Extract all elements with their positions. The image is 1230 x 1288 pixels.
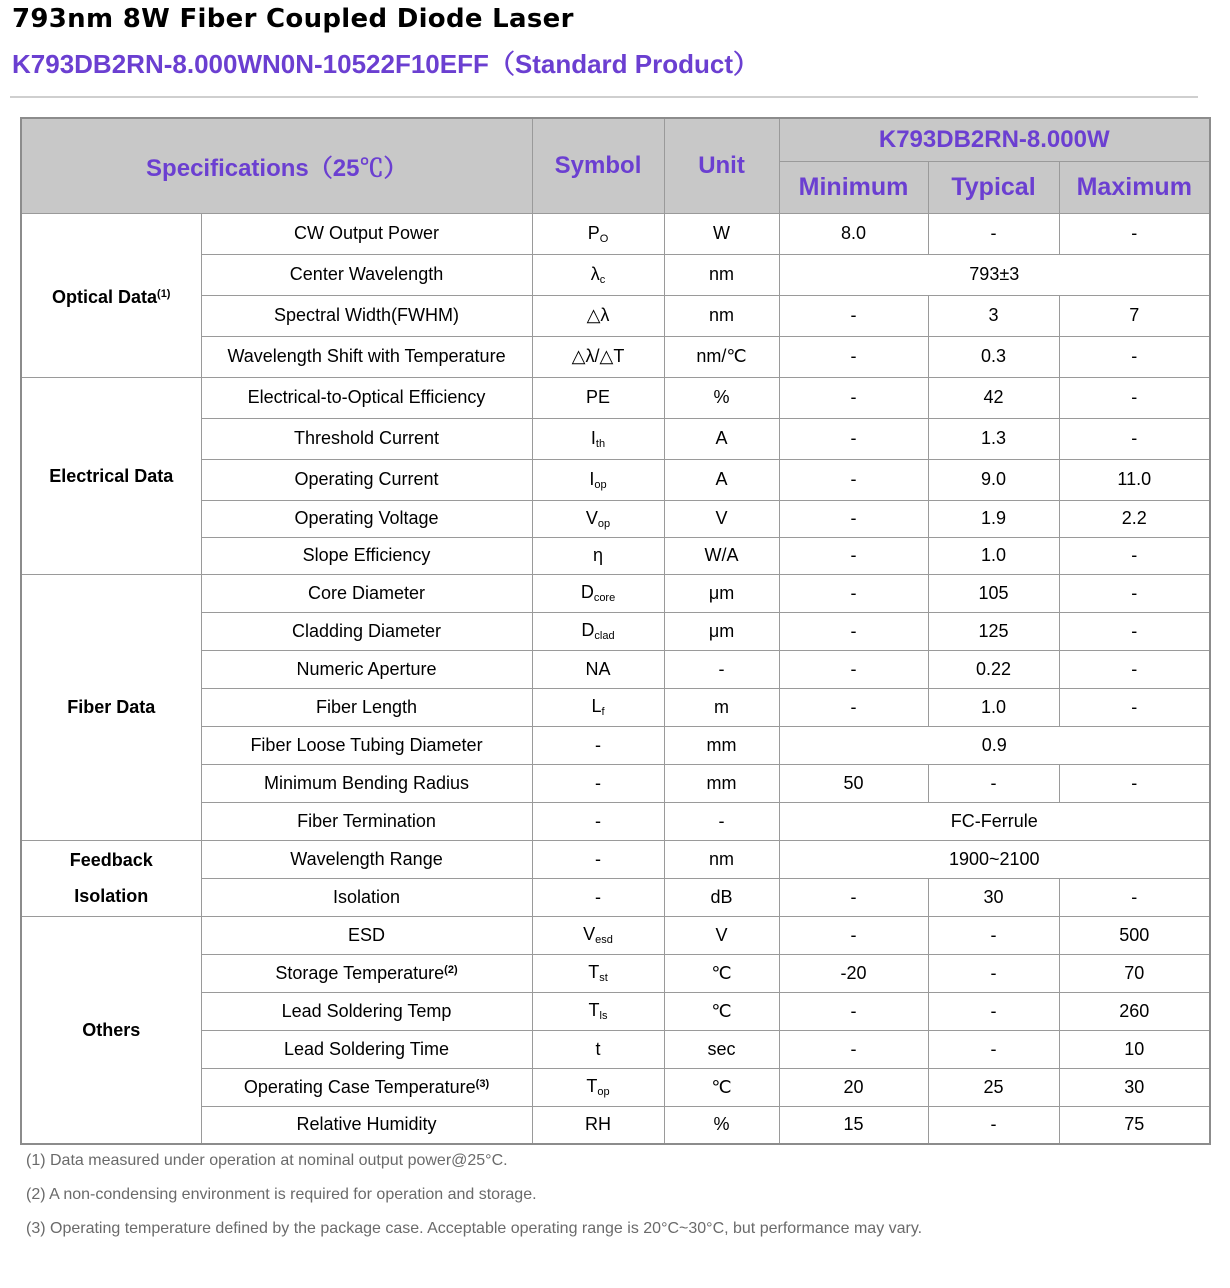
parameter-name: Fiber Length: [315, 696, 418, 717]
minimum-cell: 15: [779, 1106, 928, 1144]
typical-cell: 42: [928, 377, 1059, 418]
parameter-name: Spectral Width(FWHM): [274, 305, 460, 325]
merged-value-cell: 1900~2100: [779, 840, 1210, 878]
symbol-main: -: [595, 734, 602, 755]
parameter-cell: [201, 650, 532, 688]
minimum-cell: -: [779, 916, 928, 954]
maximum-cell: 500: [1059, 916, 1210, 954]
maximum-cell: 260: [1059, 992, 1210, 1030]
unit-cell: W: [664, 213, 779, 254]
symbol-cell: [532, 650, 664, 688]
parameter-cell: [201, 254, 532, 295]
unit-cell: %: [664, 1106, 779, 1144]
unit-cell: nm: [664, 840, 779, 878]
parameter-name: Slope Efficiency: [302, 545, 431, 565]
unit-cell: W/A: [664, 537, 779, 574]
parameter-name: Relative Humidity: [296, 1114, 437, 1135]
symbol-main: t: [595, 1038, 601, 1059]
parameter-name: Lead Soldering Temp: [281, 1000, 452, 1021]
symbol-cell: [532, 726, 664, 764]
symbol-cell: [532, 418, 664, 459]
symbol-cell: [532, 500, 664, 537]
symbol-main: T: [588, 962, 600, 982]
group-label: [21, 840, 201, 916]
symbol-main: PE: [586, 387, 611, 407]
typical-cell: 25: [928, 1068, 1059, 1106]
maximum-cell: -: [1059, 612, 1210, 650]
parameter-name: Fiber Loose Tubing Diameter: [250, 734, 483, 755]
unit-cell: μm: [664, 574, 779, 612]
parameter-name: Numeric Aperture: [296, 658, 437, 679]
parameter-cell: [201, 840, 532, 878]
symbol-cell: [532, 574, 664, 612]
unit-cell: m: [664, 688, 779, 726]
typical-cell: -: [928, 213, 1059, 254]
maximum-cell: -: [1059, 764, 1210, 802]
unit-cell: ℃: [664, 992, 779, 1030]
typical-cell: 1.3: [928, 418, 1059, 459]
parameter-cell: [201, 802, 532, 840]
minimum-cell: -: [779, 418, 928, 459]
maximum-cell: -: [1059, 574, 1210, 612]
unit-cell: sec: [664, 1030, 779, 1068]
symbol-main: D: [580, 582, 594, 602]
parameter-cell: [201, 537, 532, 574]
unit-cell: %: [664, 377, 779, 418]
table-row: [21, 916, 1210, 954]
unit-cell: A: [664, 459, 779, 500]
header-divider: [10, 96, 1198, 98]
parameter-cell: [201, 213, 532, 254]
symbol-cell: [532, 1030, 664, 1068]
typical-cell: 0.3: [928, 336, 1059, 377]
parameter-cell: [201, 459, 532, 500]
unit-cell: dB: [664, 878, 779, 916]
parameter-cell: [201, 764, 532, 802]
group-label: [21, 916, 201, 1144]
parameter-name: Storage Temperature: [275, 962, 445, 983]
parameter-cell: [201, 954, 532, 992]
minimum-cell: -: [779, 612, 928, 650]
symbol-cell: [532, 764, 664, 802]
typical-cell: -: [928, 764, 1059, 802]
footnote: (2) A non-condensing environment is required for operation and storage.: [26, 1186, 537, 1203]
maximum-cell: 11.0: [1059, 459, 1210, 500]
unit-cell: V: [664, 916, 779, 954]
parameter-name: Threshold Current: [293, 428, 440, 448]
parameter-cell: [201, 500, 532, 537]
maximum-cell: -: [1059, 878, 1210, 916]
maximum-cell: 2.2: [1059, 500, 1210, 537]
typical-cell: -: [928, 916, 1059, 954]
parameter-name: ESD: [348, 924, 386, 945]
maximum-cell: -: [1059, 650, 1210, 688]
symbol-subscript: op: [597, 517, 611, 530]
parameter-name: Operating Voltage: [294, 508, 439, 528]
parameter-name: Operating Current: [294, 469, 439, 489]
group-label-text: Fiber Data: [67, 697, 156, 717]
parameter-cell: [201, 1106, 532, 1144]
symbol-cell: [532, 688, 664, 726]
symbol-cell: [532, 878, 664, 916]
table-row: [21, 377, 1210, 418]
minimum-cell: -: [779, 878, 928, 916]
symbol-subscript: O: [599, 232, 609, 245]
parameter-cell: [201, 1030, 532, 1068]
symbol-subscript: c: [599, 273, 606, 286]
minimum-cell: -: [779, 1030, 928, 1068]
symbol-subscript: ls: [599, 1010, 608, 1022]
header-typical: Typical: [928, 161, 1059, 213]
minimum-cell: 50: [779, 764, 928, 802]
typical-cell: 1.0: [928, 537, 1059, 574]
unit-cell: mm: [664, 726, 779, 764]
specifications-body: [21, 213, 1210, 1144]
minimum-cell: -: [779, 295, 928, 336]
typical-cell: 105: [928, 574, 1059, 612]
maximum-cell: -: [1059, 213, 1210, 254]
symbol-main: -: [595, 772, 602, 793]
group-label: [21, 377, 201, 574]
header-model: K793DB2RN-8.000W: [779, 118, 1210, 161]
group-label-text: Electrical Data: [49, 465, 174, 486]
merged-value-cell: 0.9: [779, 726, 1210, 764]
symbol-cell: [532, 377, 664, 418]
parameter-cell: [201, 878, 532, 916]
symbol-subscript: core: [593, 592, 616, 604]
typical-cell: 0.22: [928, 650, 1059, 688]
minimum-cell: -: [779, 537, 928, 574]
typical-cell: 9.0: [928, 459, 1059, 500]
unit-cell: nm: [664, 254, 779, 295]
specifications-table: [20, 117, 1211, 1145]
unit-cell: -: [664, 802, 779, 840]
symbol-subscript: st: [599, 972, 608, 984]
minimum-cell: -: [779, 459, 928, 500]
symbol-subscript: f: [601, 706, 605, 718]
symbol-cell: [532, 916, 664, 954]
parameter-name: Operating Case Temperature: [243, 1076, 476, 1097]
symbol-main: η: [593, 545, 604, 565]
symbol-cell: [532, 254, 664, 295]
parameter-name: Wavelength Range: [290, 848, 443, 869]
minimum-cell: 8.0: [779, 213, 928, 254]
typical-cell: -: [928, 1030, 1059, 1068]
typical-cell: -: [928, 954, 1059, 992]
symbol-cell: [532, 1106, 664, 1144]
symbol-subscript: clad: [594, 630, 615, 642]
header-unit: Unit: [664, 118, 779, 213]
footnote-ref: (2): [444, 963, 458, 976]
symbol-main: L: [591, 696, 602, 716]
group-label-line: Isolation: [74, 886, 149, 906]
group-label-text: Others: [82, 1019, 141, 1040]
parameter-name: CW Output Power: [293, 223, 440, 243]
unit-cell: μm: [664, 612, 779, 650]
parameter-cell: [201, 916, 532, 954]
symbol-main: I: [589, 468, 595, 489]
symbol-cell: [532, 954, 664, 992]
footnote-ref: (1): [157, 287, 171, 300]
footnotes: [26, 1150, 922, 1252]
symbol-main: V: [585, 507, 598, 528]
minimum-cell: -: [779, 500, 928, 537]
minimum-cell: -: [779, 377, 928, 418]
symbol-cell: [532, 213, 664, 254]
typical-cell: 3: [928, 295, 1059, 336]
symbol-main: -: [595, 848, 602, 869]
merged-value-cell: 793±3: [779, 254, 1210, 295]
footnote: (3) Operating temperature defined by the package case. Acceptable operating range is 20°C~30°C, but performance may vary.: [26, 1220, 923, 1237]
header-symbol: Symbol: [532, 118, 664, 213]
minimum-cell: -: [779, 688, 928, 726]
parameter-cell: [201, 688, 532, 726]
footnote: (1) Data measured under operation at nominal output power@25°C.: [26, 1152, 508, 1169]
group-label: [21, 574, 201, 840]
unit-cell: nm/℃: [664, 336, 779, 377]
maximum-cell: 10: [1059, 1030, 1210, 1068]
header-minimum: Minimum: [779, 161, 928, 213]
parameter-cell: [201, 377, 532, 418]
parameter-name: Electrical-to-Optical Efficiency: [247, 387, 486, 407]
parameter-name: Cladding Diameter: [291, 620, 442, 641]
unit-cell: -: [664, 650, 779, 688]
unit-cell: V: [664, 500, 779, 537]
parameter-name: Lead Soldering Time: [283, 1038, 450, 1059]
unit-cell: nm: [664, 295, 779, 336]
parameter-cell: [201, 612, 532, 650]
merged-value-cell: FC-Ferrule: [779, 802, 1210, 840]
symbol-subscript: esd: [595, 934, 613, 946]
parameter-name: Wavelength Shift with Temperature: [227, 346, 506, 366]
minimum-cell: -: [779, 992, 928, 1030]
maximum-cell: 70: [1059, 954, 1210, 992]
maximum-cell: -: [1059, 377, 1210, 418]
symbol-cell: [532, 992, 664, 1030]
product-code-subtitle: K793DB2RN-8.000WN0N-10522F10EFF（Standard Product）: [12, 49, 759, 79]
page-title: 793nm 8W Fiber Coupled Diode Laser: [12, 4, 574, 34]
maximum-cell: -: [1059, 336, 1210, 377]
parameter-name: Minimum Bending Radius: [263, 772, 470, 793]
symbol-main: NA: [585, 658, 611, 679]
maximum-cell: -: [1059, 418, 1210, 459]
symbol-main: D: [581, 620, 595, 640]
header-maximum: Maximum: [1059, 161, 1210, 213]
parameter-cell: [201, 726, 532, 764]
symbol-cell: [532, 802, 664, 840]
typical-cell: 125: [928, 612, 1059, 650]
typical-cell: 1.0: [928, 688, 1059, 726]
symbol-main: P: [587, 222, 600, 243]
parameter-cell: [201, 295, 532, 336]
parameter-name: Core Diameter: [307, 582, 426, 603]
symbol-main: -: [595, 810, 602, 831]
parameter-cell: [201, 574, 532, 612]
group-label-text: Optical Data: [52, 286, 158, 307]
symbol-cell: [532, 840, 664, 878]
maximum-cell: -: [1059, 688, 1210, 726]
typical-cell: 1.9: [928, 500, 1059, 537]
symbol-main: λ: [590, 263, 600, 284]
table-row: [21, 213, 1210, 254]
unit-cell: mm: [664, 764, 779, 802]
group-label-line: Feedback: [69, 850, 153, 870]
minimum-cell: 20: [779, 1068, 928, 1106]
table-row: [21, 840, 1210, 878]
symbol-main: △λ: [586, 305, 610, 325]
parameter-name: Center Wavelength: [289, 264, 444, 284]
symbol-main: I: [590, 427, 596, 448]
symbol-subscript: op: [597, 1086, 610, 1098]
unit-cell: ℃: [664, 1068, 779, 1106]
symbol-main: T: [586, 1076, 598, 1096]
maximum-cell: -: [1059, 537, 1210, 574]
parameter-cell: [201, 336, 532, 377]
symbol-main: V: [583, 924, 596, 944]
maximum-cell: 30: [1059, 1068, 1210, 1106]
minimum-cell: -: [779, 336, 928, 377]
symbol-subscript: th: [595, 437, 606, 450]
typical-cell: -: [928, 1106, 1059, 1144]
typical-cell: 30: [928, 878, 1059, 916]
parameter-name: Fiber Termination: [297, 810, 436, 831]
table-row: [21, 574, 1210, 612]
symbol-cell: [532, 336, 664, 377]
symbol-cell: [532, 459, 664, 500]
symbol-cell: [532, 1068, 664, 1106]
header-specifications: Specifications（25℃）: [21, 118, 532, 213]
maximum-cell: 75: [1059, 1106, 1210, 1144]
parameter-name: Isolation: [332, 886, 401, 907]
parameter-cell: [201, 1068, 532, 1106]
minimum-cell: -: [779, 650, 928, 688]
footnote-ref: (3): [475, 1077, 490, 1090]
symbol-main: T: [588, 1000, 600, 1020]
symbol-cell: [532, 537, 664, 574]
symbol-main: △λ/△T: [571, 346, 625, 366]
symbol-main: RH: [585, 1114, 612, 1135]
unit-cell: A: [664, 418, 779, 459]
symbol-subscript: op: [594, 478, 607, 491]
maximum-cell: 7: [1059, 295, 1210, 336]
typical-cell: -: [928, 992, 1059, 1030]
parameter-cell: [201, 992, 532, 1030]
minimum-cell: -: [779, 574, 928, 612]
symbol-cell: [532, 612, 664, 650]
symbol-cell: [532, 295, 664, 336]
group-label: [21, 213, 201, 377]
unit-cell: ℃: [664, 954, 779, 992]
parameter-cell: [201, 418, 532, 459]
minimum-cell: -20: [779, 954, 928, 992]
symbol-main: -: [595, 886, 602, 907]
